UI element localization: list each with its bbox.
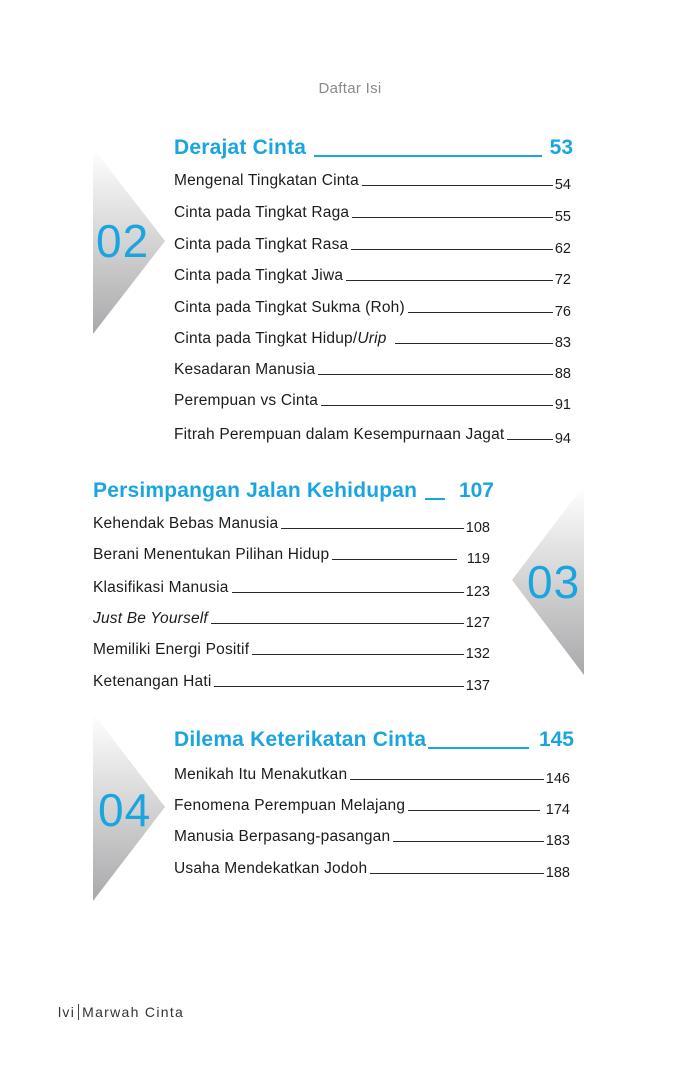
toc-row[interactable] <box>174 172 571 193</box>
chapter-row[interactable] <box>174 136 573 160</box>
toc-row[interactable] <box>174 330 571 351</box>
toc-title: Berani Menentukan Pilihan Hidup <box>93 546 330 563</box>
chapter-title: Derajat Cinta <box>174 136 307 159</box>
toc-page: 174 <box>545 802 570 818</box>
toc-title: Cinta pada Tingkat Sukma (Roh) <box>174 299 405 316</box>
toc-page: 91 <box>554 397 571 413</box>
chapter-row[interactable] <box>174 728 574 752</box>
toc-page: 108 <box>465 520 490 536</box>
toc-page: 62 <box>554 241 571 257</box>
toc-page: 55 <box>554 209 571 225</box>
toc-page: 183 <box>545 833 570 849</box>
toc-page: 88 <box>554 366 571 382</box>
chapter-page: 145 <box>538 728 574 751</box>
toc-title: Usaha Mendekatkan Jodoh <box>174 860 368 877</box>
toc-row[interactable] <box>174 828 570 849</box>
section-02-number: 02 <box>96 215 150 267</box>
toc-row[interactable] <box>174 236 571 257</box>
toc-page: 94 <box>554 431 571 447</box>
toc-page: 127 <box>465 615 490 631</box>
toc-row[interactable] <box>93 515 490 536</box>
toc-row[interactable] <box>93 641 490 662</box>
toc-title: Fenomena Perempuan Melajang <box>174 797 406 814</box>
toc-row[interactable] <box>174 267 571 288</box>
toc-title: Cinta pada Tingkat Hidup/Urip <box>174 330 387 347</box>
toc-row[interactable] <box>174 766 570 787</box>
toc-page: 188 <box>545 865 570 881</box>
toc-page: 123 <box>465 584 490 600</box>
toc-title: Ketenangan Hati <box>93 673 212 690</box>
toc-row[interactable] <box>174 204 571 225</box>
chapter-page: 53 <box>549 136 573 159</box>
footer-page-number: lvi <box>58 1004 76 1020</box>
toc-page: 72 <box>554 272 571 288</box>
chapter-row[interactable] <box>93 479 494 503</box>
chapter-title: Dilema Keterikatan Cinta <box>174 728 427 751</box>
toc-page: 76 <box>554 304 571 320</box>
toc-row[interactable] <box>174 797 570 818</box>
toc-page: 54 <box>554 177 571 193</box>
chapter-title: Persimpangan Jalan Kehidupan <box>93 479 418 502</box>
toc-row[interactable] <box>93 546 490 567</box>
toc-row[interactable] <box>93 579 490 600</box>
toc-row[interactable] <box>174 426 571 447</box>
toc-title: Just Be Yourself <box>93 610 208 627</box>
toc-page: 146 <box>545 771 570 787</box>
toc-title: Klasifikasi Manusia <box>93 579 229 596</box>
toc-row[interactable] <box>174 392 571 413</box>
page-footer <box>58 1004 184 1020</box>
toc-row[interactable] <box>93 610 490 631</box>
toc-page: 132 <box>465 646 490 662</box>
toc-row[interactable] <box>174 361 571 382</box>
toc-title: Manusia Berpasang-pasangan <box>174 828 391 845</box>
toc-row[interactable] <box>174 299 571 320</box>
toc-page: 83 <box>554 335 571 351</box>
toc-row[interactable] <box>174 860 570 881</box>
footer-book-title: Marwah Cinta <box>82 1004 185 1020</box>
toc-title: Perempuan vs Cinta <box>174 392 319 409</box>
toc-title: Mengenal Tingkatan Cinta <box>174 172 359 189</box>
toc-title: Cinta pada Tingkat Raga <box>174 204 350 221</box>
toc-row[interactable] <box>93 673 490 694</box>
toc-title: Kehendak Bebas Manusia <box>93 515 279 532</box>
section-04-number: 04 <box>98 784 152 836</box>
toc-title: Menikah Itu Menakutkan <box>174 766 348 783</box>
toc-page: 119 <box>466 551 490 567</box>
toc-title: Memiliki Energi Positif <box>93 641 250 658</box>
toc-title: Cinta pada Tingkat Jiwa <box>174 267 344 284</box>
toc-title: Cinta pada Tingkat Rasa <box>174 236 349 253</box>
toc-page: 137 <box>465 678 490 694</box>
section-03-number: 03 <box>527 556 581 608</box>
page-header: Daftar Isi <box>318 80 382 97</box>
chapter-page: 107 <box>458 479 494 502</box>
toc-title: Kesadaran Manusia <box>174 361 316 378</box>
toc-title: Fitrah Perempuan dalam Kesempurnaan Jagat <box>174 426 505 443</box>
